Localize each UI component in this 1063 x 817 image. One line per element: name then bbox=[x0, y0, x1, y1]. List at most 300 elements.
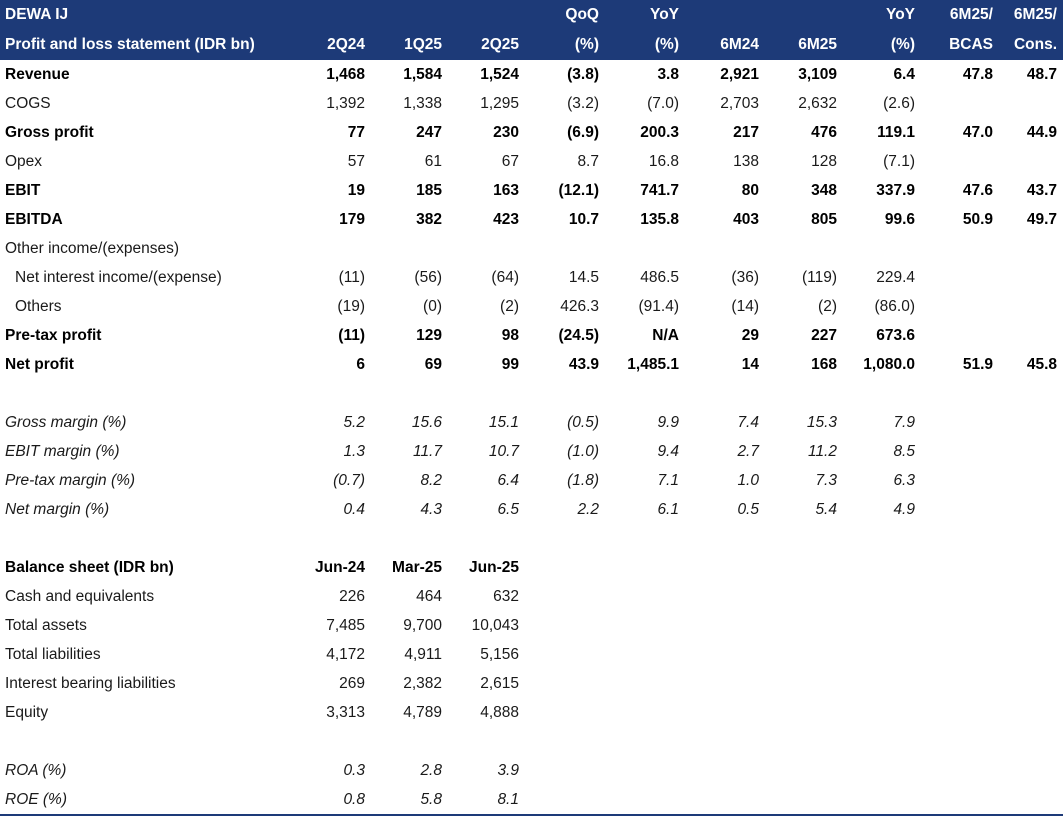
value-cell: 4,172 bbox=[326, 645, 365, 663]
header-cell: BCAS bbox=[917, 30, 995, 60]
value-cell: 337.9 bbox=[876, 181, 915, 199]
value-cell bbox=[761, 524, 839, 553]
value-cell: (91.4) bbox=[638, 297, 679, 315]
value-cell: 7.3 bbox=[815, 471, 837, 489]
value-cell bbox=[761, 640, 839, 669]
value-cell: 226 bbox=[339, 587, 365, 605]
value-cell bbox=[995, 379, 1063, 408]
value-cell bbox=[995, 147, 1063, 176]
value-cell: (6.9) bbox=[567, 123, 599, 141]
margin-row bbox=[0, 466, 1063, 495]
value-cell bbox=[761, 379, 839, 408]
value-cell: (3.8) bbox=[567, 65, 599, 83]
value-cell bbox=[995, 437, 1063, 466]
value-cell: (11) bbox=[338, 268, 365, 286]
value-cell bbox=[444, 234, 521, 263]
balance-row bbox=[0, 669, 1063, 698]
value-cell: 69 bbox=[424, 355, 442, 373]
row-label: Gross profit bbox=[5, 123, 94, 141]
value-cell: 185 bbox=[416, 181, 442, 199]
value-cell: 1.3 bbox=[343, 442, 365, 460]
row-label: Total liabilities bbox=[5, 645, 101, 663]
value-cell bbox=[995, 640, 1063, 669]
value-cell: (3.2) bbox=[567, 94, 599, 112]
value-cell bbox=[917, 640, 995, 669]
value-cell bbox=[761, 669, 839, 698]
value-cell bbox=[521, 379, 601, 408]
value-cell bbox=[995, 669, 1063, 698]
row-label: Equity bbox=[5, 703, 49, 721]
value-cell: (7.0) bbox=[647, 94, 679, 112]
value-cell bbox=[917, 495, 995, 524]
value-cell bbox=[917, 756, 995, 785]
value-cell bbox=[367, 727, 444, 756]
header-cell bbox=[681, 0, 761, 30]
value-cell: 14.5 bbox=[568, 268, 599, 286]
value-cell: 99.6 bbox=[884, 210, 915, 228]
value-cell: 67 bbox=[501, 152, 519, 170]
header-cell bbox=[367, 0, 444, 30]
value-cell: 3.9 bbox=[497, 761, 519, 779]
row-label: Net profit bbox=[5, 355, 74, 373]
pl-row bbox=[0, 234, 1063, 263]
value-cell: 44.9 bbox=[1026, 123, 1057, 141]
value-cell bbox=[839, 785, 917, 814]
value-cell: 47.0 bbox=[962, 123, 993, 141]
value-cell bbox=[681, 379, 761, 408]
value-cell bbox=[917, 379, 995, 408]
value-cell bbox=[601, 582, 681, 611]
value-cell bbox=[521, 553, 601, 582]
value-cell bbox=[917, 89, 995, 118]
value-cell: 8.2 bbox=[420, 471, 442, 489]
margin-row bbox=[0, 495, 1063, 524]
header-cell: 6M25 bbox=[761, 30, 839, 60]
value-cell bbox=[761, 611, 839, 640]
value-cell bbox=[917, 669, 995, 698]
value-cell bbox=[290, 379, 367, 408]
value-cell bbox=[290, 727, 367, 756]
value-cell: 0.5 bbox=[737, 500, 759, 518]
value-cell bbox=[839, 727, 917, 756]
value-cell: 77 bbox=[347, 123, 365, 141]
header-cell: (%) bbox=[601, 30, 681, 60]
value-cell bbox=[521, 756, 601, 785]
value-cell: 99 bbox=[501, 355, 519, 373]
value-cell: 3,109 bbox=[798, 65, 837, 83]
value-cell bbox=[839, 234, 917, 263]
row-label: Opex bbox=[5, 152, 43, 170]
value-cell bbox=[601, 669, 681, 698]
value-cell bbox=[521, 524, 601, 553]
value-cell: 135.8 bbox=[640, 210, 679, 228]
value-cell bbox=[681, 582, 761, 611]
value-cell: 8.1 bbox=[497, 790, 519, 808]
value-cell: 486.5 bbox=[640, 268, 679, 286]
value-cell: 5.2 bbox=[343, 413, 365, 431]
value-cell bbox=[917, 147, 995, 176]
value-cell bbox=[995, 466, 1063, 495]
value-cell bbox=[995, 408, 1063, 437]
pl-row bbox=[0, 89, 1063, 118]
value-cell: (64) bbox=[491, 268, 519, 286]
value-cell bbox=[917, 727, 995, 756]
value-cell bbox=[681, 727, 761, 756]
value-cell: 6.4 bbox=[893, 65, 915, 83]
value-cell: (1.0) bbox=[567, 442, 599, 460]
value-cell: 426.3 bbox=[560, 297, 599, 315]
value-cell: 1,524 bbox=[480, 65, 519, 83]
value-cell bbox=[995, 321, 1063, 350]
value-cell: (86.0) bbox=[874, 297, 915, 315]
value-cell bbox=[601, 234, 681, 263]
header-cell: YoY bbox=[839, 0, 917, 30]
value-cell: 128 bbox=[811, 152, 837, 170]
value-cell: 45.8 bbox=[1026, 355, 1057, 373]
value-cell: 9.9 bbox=[657, 413, 679, 431]
value-cell: 6.3 bbox=[893, 471, 915, 489]
value-cell bbox=[601, 611, 681, 640]
value-cell bbox=[761, 727, 839, 756]
value-cell: 6.4 bbox=[497, 471, 519, 489]
value-cell: 168 bbox=[811, 355, 837, 373]
header-cell bbox=[290, 0, 367, 30]
value-cell: 19 bbox=[347, 181, 365, 199]
ratio-row bbox=[0, 756, 1063, 785]
header-cell: QoQ bbox=[521, 0, 601, 30]
balance-row bbox=[0, 611, 1063, 640]
header-cell bbox=[444, 0, 521, 30]
value-cell: (36) bbox=[731, 268, 759, 286]
value-cell: 7,485 bbox=[326, 616, 365, 634]
balance-sheet-header bbox=[0, 553, 1063, 582]
value-cell bbox=[839, 611, 917, 640]
value-cell: Jun-25 bbox=[469, 558, 519, 576]
value-cell: 403 bbox=[733, 210, 759, 228]
value-cell bbox=[681, 785, 761, 814]
value-cell: 48.7 bbox=[1026, 65, 1057, 83]
value-cell: 1,295 bbox=[480, 94, 519, 112]
value-cell: 10,043 bbox=[471, 616, 519, 634]
row-label bbox=[0, 524, 290, 553]
value-cell bbox=[761, 785, 839, 814]
value-cell: 423 bbox=[493, 210, 519, 228]
spacer-row bbox=[0, 524, 1063, 553]
value-cell bbox=[761, 582, 839, 611]
value-cell: 10.7 bbox=[488, 442, 519, 460]
value-cell: 80 bbox=[741, 181, 759, 199]
value-cell: 4,911 bbox=[404, 645, 442, 663]
ratio-row bbox=[0, 785, 1063, 814]
pl-row bbox=[0, 118, 1063, 147]
value-cell: 1,392 bbox=[326, 94, 365, 112]
row-label: COGS bbox=[5, 94, 51, 112]
row-label bbox=[0, 379, 290, 408]
header-cell: 6M24 bbox=[681, 30, 761, 60]
spacer-row bbox=[0, 379, 1063, 408]
value-cell: 15.3 bbox=[806, 413, 837, 431]
value-cell bbox=[444, 727, 521, 756]
value-cell bbox=[995, 234, 1063, 263]
value-cell: 6 bbox=[356, 355, 365, 373]
value-cell bbox=[521, 611, 601, 640]
value-cell: 632 bbox=[493, 587, 519, 605]
value-cell: 7.1 bbox=[657, 471, 679, 489]
value-cell bbox=[995, 495, 1063, 524]
pl-row bbox=[0, 321, 1063, 350]
value-cell bbox=[995, 292, 1063, 321]
value-cell bbox=[917, 321, 995, 350]
pl-row bbox=[0, 176, 1063, 205]
value-cell: 1,584 bbox=[403, 65, 442, 83]
header-cell: (%) bbox=[839, 30, 917, 60]
value-cell bbox=[839, 524, 917, 553]
value-cell bbox=[681, 669, 761, 698]
value-cell bbox=[521, 582, 601, 611]
value-cell: 138 bbox=[733, 152, 759, 170]
value-cell bbox=[917, 582, 995, 611]
spacer-row bbox=[0, 727, 1063, 756]
value-cell: 119.1 bbox=[877, 123, 915, 141]
value-cell bbox=[681, 698, 761, 727]
value-cell bbox=[761, 234, 839, 263]
value-cell bbox=[995, 553, 1063, 582]
value-cell bbox=[995, 263, 1063, 292]
balance-row bbox=[0, 698, 1063, 727]
value-cell: Jun-24 bbox=[315, 558, 365, 576]
value-cell bbox=[290, 524, 367, 553]
value-cell bbox=[521, 785, 601, 814]
value-cell bbox=[995, 89, 1063, 118]
value-cell: 43.9 bbox=[568, 355, 599, 373]
value-cell bbox=[521, 640, 601, 669]
row-label: EBIT bbox=[5, 181, 41, 199]
value-cell bbox=[601, 640, 681, 669]
value-cell bbox=[917, 466, 995, 495]
value-cell: 11.7 bbox=[412, 442, 442, 460]
value-cell bbox=[917, 698, 995, 727]
value-cell bbox=[444, 379, 521, 408]
value-cell bbox=[995, 756, 1063, 785]
row-label: Cash and equivalents bbox=[5, 587, 155, 605]
value-cell: 49.7 bbox=[1026, 210, 1057, 228]
value-cell: 247 bbox=[416, 123, 442, 141]
value-cell: 9.4 bbox=[657, 442, 679, 460]
value-cell: (24.5) bbox=[558, 326, 599, 344]
value-cell: 10.7 bbox=[568, 210, 599, 228]
value-cell: 0.8 bbox=[343, 790, 365, 808]
table-body bbox=[0, 60, 1063, 814]
row-label: ROE (%) bbox=[5, 790, 67, 808]
value-cell bbox=[917, 263, 995, 292]
header-cell: 2Q24 bbox=[290, 30, 367, 60]
value-cell: 6.1 bbox=[657, 500, 679, 518]
value-cell: 8.5 bbox=[893, 442, 915, 460]
pl-row bbox=[0, 350, 1063, 379]
value-cell: 1,080.0 bbox=[863, 355, 915, 373]
value-cell bbox=[601, 698, 681, 727]
header-cell: 6M25/ bbox=[995, 0, 1063, 30]
value-cell: 6.5 bbox=[497, 500, 519, 518]
value-cell bbox=[917, 524, 995, 553]
balance-row bbox=[0, 582, 1063, 611]
value-cell bbox=[761, 553, 839, 582]
value-cell: 57 bbox=[347, 152, 365, 170]
value-cell: 4,789 bbox=[403, 703, 442, 721]
value-cell: 805 bbox=[811, 210, 837, 228]
value-cell: 50.9 bbox=[962, 210, 993, 228]
value-cell bbox=[839, 582, 917, 611]
value-cell: 4.3 bbox=[420, 500, 442, 518]
row-label: ROA (%) bbox=[5, 761, 67, 779]
value-cell: 8.7 bbox=[577, 152, 599, 170]
header-cell: Cons. bbox=[995, 30, 1063, 60]
value-cell bbox=[444, 524, 521, 553]
value-cell: 382 bbox=[416, 210, 442, 228]
row-label: Net margin (%) bbox=[5, 500, 110, 518]
row-label bbox=[0, 727, 290, 756]
table-header bbox=[0, 0, 1063, 60]
row-label: Balance sheet (IDR bn) bbox=[5, 558, 174, 576]
value-cell bbox=[367, 234, 444, 263]
header-cell: 2Q25 bbox=[444, 30, 521, 60]
value-cell bbox=[995, 524, 1063, 553]
value-cell: 227 bbox=[811, 326, 837, 344]
value-cell bbox=[521, 669, 601, 698]
value-cell bbox=[839, 756, 917, 785]
value-cell bbox=[761, 698, 839, 727]
row-label: Revenue bbox=[5, 65, 70, 83]
value-cell bbox=[367, 524, 444, 553]
value-cell bbox=[917, 408, 995, 437]
value-cell bbox=[681, 756, 761, 785]
pl-row bbox=[0, 147, 1063, 176]
value-cell: 61 bbox=[424, 152, 442, 170]
value-cell: (2.6) bbox=[883, 94, 915, 112]
value-cell: 1,468 bbox=[326, 65, 365, 83]
value-cell: 9,700 bbox=[403, 616, 442, 634]
value-cell: 200.3 bbox=[640, 123, 679, 141]
value-cell bbox=[917, 553, 995, 582]
bottom-rule bbox=[0, 814, 1063, 816]
value-cell: 5,156 bbox=[480, 645, 519, 663]
value-cell: (19) bbox=[337, 297, 365, 315]
value-cell bbox=[995, 785, 1063, 814]
value-cell: (1.8) bbox=[567, 471, 599, 489]
value-cell bbox=[995, 727, 1063, 756]
value-cell: 741.7 bbox=[640, 181, 679, 199]
value-cell: 3.8 bbox=[657, 65, 679, 83]
pl-row bbox=[0, 60, 1063, 89]
margin-row bbox=[0, 408, 1063, 437]
value-cell bbox=[521, 234, 601, 263]
value-cell: (0) bbox=[423, 297, 442, 315]
header-cell: YoY bbox=[601, 0, 681, 30]
header-cell: (%) bbox=[521, 30, 601, 60]
value-cell bbox=[601, 785, 681, 814]
value-cell: (12.1) bbox=[558, 181, 599, 199]
value-cell bbox=[521, 698, 601, 727]
value-cell: 43.7 bbox=[1026, 181, 1057, 199]
row-label: Total assets bbox=[5, 616, 87, 634]
value-cell: 7.9 bbox=[893, 413, 915, 431]
value-cell bbox=[917, 437, 995, 466]
value-cell: (2) bbox=[500, 297, 519, 315]
value-cell: 179 bbox=[339, 210, 365, 228]
value-cell: 163 bbox=[493, 181, 519, 199]
value-cell: 0.3 bbox=[343, 761, 365, 779]
value-cell: 3,313 bbox=[326, 703, 365, 721]
value-cell: 1,485.1 bbox=[627, 355, 679, 373]
value-cell: 47.6 bbox=[962, 181, 993, 199]
header-row-2 bbox=[0, 30, 1063, 60]
row-label: Pre-tax profit bbox=[5, 326, 102, 344]
value-cell: 673.6 bbox=[876, 326, 915, 344]
value-cell: 7.4 bbox=[737, 413, 759, 431]
value-cell: 2,703 bbox=[720, 94, 759, 112]
row-label: Others bbox=[15, 297, 62, 315]
row-label: Interest bearing liabilities bbox=[5, 674, 176, 692]
value-cell: 5.8 bbox=[420, 790, 442, 808]
pl-row bbox=[0, 263, 1063, 292]
value-cell: 2,632 bbox=[798, 94, 837, 112]
value-cell bbox=[995, 582, 1063, 611]
row-label: Other income/(expenses) bbox=[5, 239, 180, 257]
value-cell bbox=[995, 611, 1063, 640]
value-cell: 47.8 bbox=[962, 65, 993, 83]
value-cell bbox=[917, 611, 995, 640]
value-cell: 269 bbox=[339, 674, 365, 692]
value-cell: 217 bbox=[733, 123, 759, 141]
value-cell: (2) bbox=[818, 297, 837, 315]
value-cell bbox=[917, 234, 995, 263]
value-cell bbox=[681, 234, 761, 263]
value-cell: 2.2 bbox=[577, 500, 599, 518]
value-cell: (119) bbox=[801, 268, 837, 286]
value-cell bbox=[521, 727, 601, 756]
row-label: Net interest income/(expense) bbox=[15, 268, 222, 286]
value-cell: (7.1) bbox=[883, 152, 915, 170]
value-cell bbox=[601, 524, 681, 553]
header-cell bbox=[761, 0, 839, 30]
value-cell: 5.4 bbox=[815, 500, 837, 518]
margin-row bbox=[0, 437, 1063, 466]
value-cell: 464 bbox=[416, 587, 442, 605]
value-cell: Mar-25 bbox=[392, 558, 442, 576]
value-cell: 98 bbox=[501, 326, 519, 344]
value-cell bbox=[917, 292, 995, 321]
value-cell bbox=[601, 727, 681, 756]
value-cell: (11) bbox=[338, 326, 365, 344]
value-cell bbox=[367, 379, 444, 408]
value-cell: 15.1 bbox=[488, 413, 519, 431]
row-label: Pre-tax margin (%) bbox=[5, 471, 136, 489]
value-cell: 2,382 bbox=[403, 674, 442, 692]
value-cell bbox=[995, 698, 1063, 727]
value-cell: 15.6 bbox=[411, 413, 442, 431]
value-cell bbox=[839, 698, 917, 727]
pl-row bbox=[0, 292, 1063, 321]
value-cell bbox=[290, 234, 367, 263]
value-cell bbox=[681, 640, 761, 669]
value-cell: 14 bbox=[741, 355, 759, 373]
value-cell bbox=[839, 669, 917, 698]
value-cell: 1.0 bbox=[737, 471, 759, 489]
value-cell bbox=[681, 611, 761, 640]
value-cell bbox=[839, 640, 917, 669]
value-cell: (14) bbox=[731, 297, 759, 315]
value-cell bbox=[681, 524, 761, 553]
